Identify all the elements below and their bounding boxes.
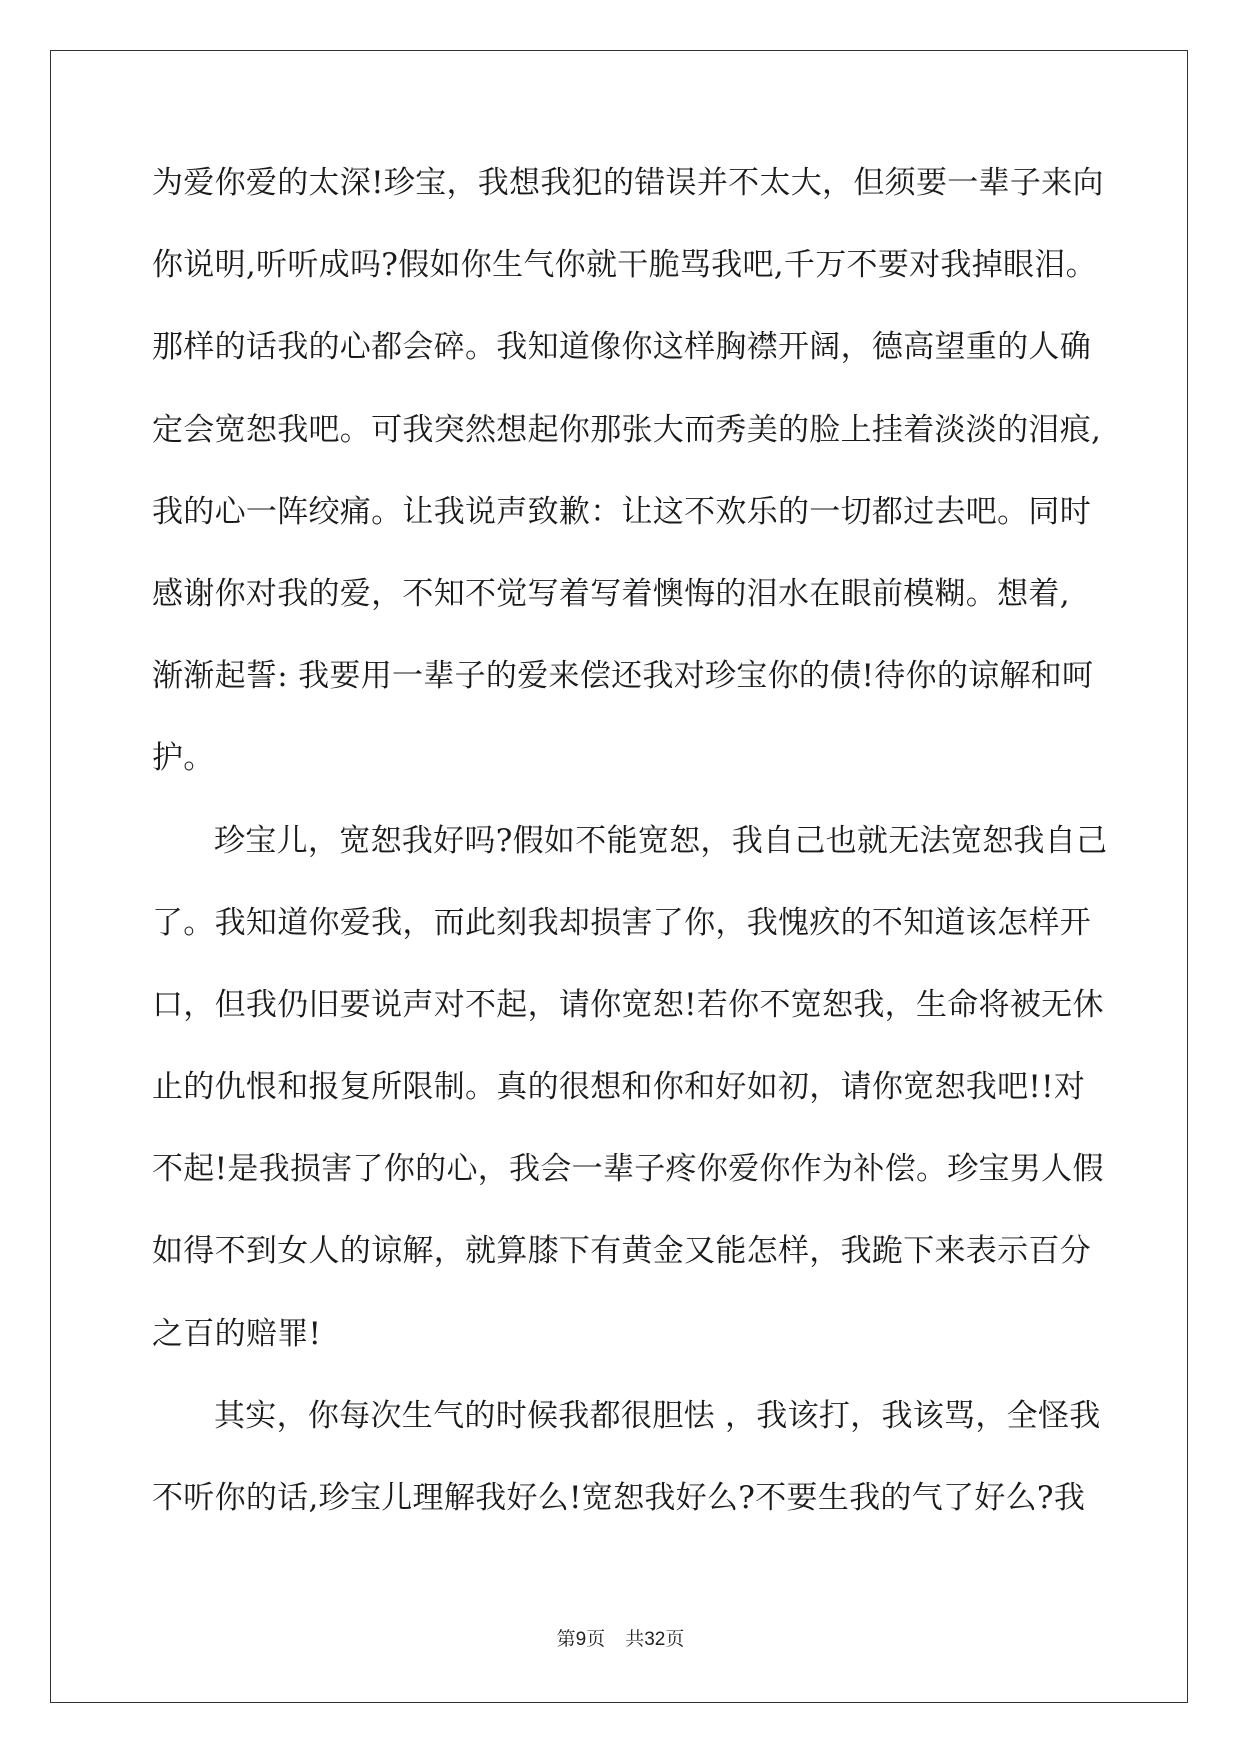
text-line: 不起!是我损害了你的心，我会一辈子疼你爱你作为补偿。珍宝男人假 [152,1151,1104,1188]
text-line: 之百的赔罪! [152,1315,322,1352]
text-line: 止的仇恨和报复所限制。真的很想和你和好如初，请你宽恕我吧!!对 [152,1069,1086,1106]
text-line: 如得不到女人的谅解，就算膝下有黄金又能怎样，我跪下来表示百分 [152,1233,1091,1270]
page-number-suffix: 页 [586,1628,606,1650]
current-page-number: 9 [575,1629,587,1650]
text-line: 定会宽恕我吧。可我突然想起你那张大而秀美的脸上挂着淡淡的泪痕, [152,411,1102,448]
total-page-count: 32 [644,1629,666,1650]
total-pages-prefix: 共 [625,1628,645,1650]
text-line: 你说明,听听成吗?假如你生气你就干脆骂我吧,千万不要对我掉眼泪。 [152,247,1097,284]
text-line: 不听你的话,珍宝儿理解我好么!宽恕我好么?不要生我的气了好么?我 [152,1480,1086,1516]
document-body [152,160,1108,1557]
text-line: 了。我知道你爱我，而此刻我却损害了你，我愧疚的不知道该怎样开 [152,904,1091,941]
total-pages-suffix: 页 [665,1628,685,1650]
text-line: 口，但我仍旧要说声对不起，请你宽恕!若你不宽恕我，生命将被无休 [152,986,1104,1023]
text-line: 护。 [152,740,215,777]
text-line: 为爱你爱的太深!珍宝，我想我犯的错误并不太大，但须要一辈子来向 [152,165,1104,201]
paragraph-first-line: 珍宝儿，宽恕我好吗?假如不能宽恕，我自己也就无法宽恕我自己 [214,822,1108,859]
page-footer [0,1624,1241,1651]
page-number-prefix: 第 [556,1628,576,1650]
paragraph-first-line: 其实，你每次生气的时候我都很胆怯 ，我该打，我该骂，全怪我 [214,1397,1101,1434]
text-line: 那样的话我的心都会碎。我知道像你这样胸襟开阔，德高望重的人确 [152,329,1091,366]
text-line: 我的心一阵绞痛。让我说声致歉：让这不欢乐的一切都过去吧。同时 [152,493,1091,530]
text-line: 渐渐起誓: 我要用一辈子的爱来偿还我对珍宝你的债!待你的谅解和呵 [152,658,1094,695]
text-line: 感谢你对我的爱，不知不觉写着写着懊悔的泪水在眼前模糊。想着, [152,575,1070,612]
